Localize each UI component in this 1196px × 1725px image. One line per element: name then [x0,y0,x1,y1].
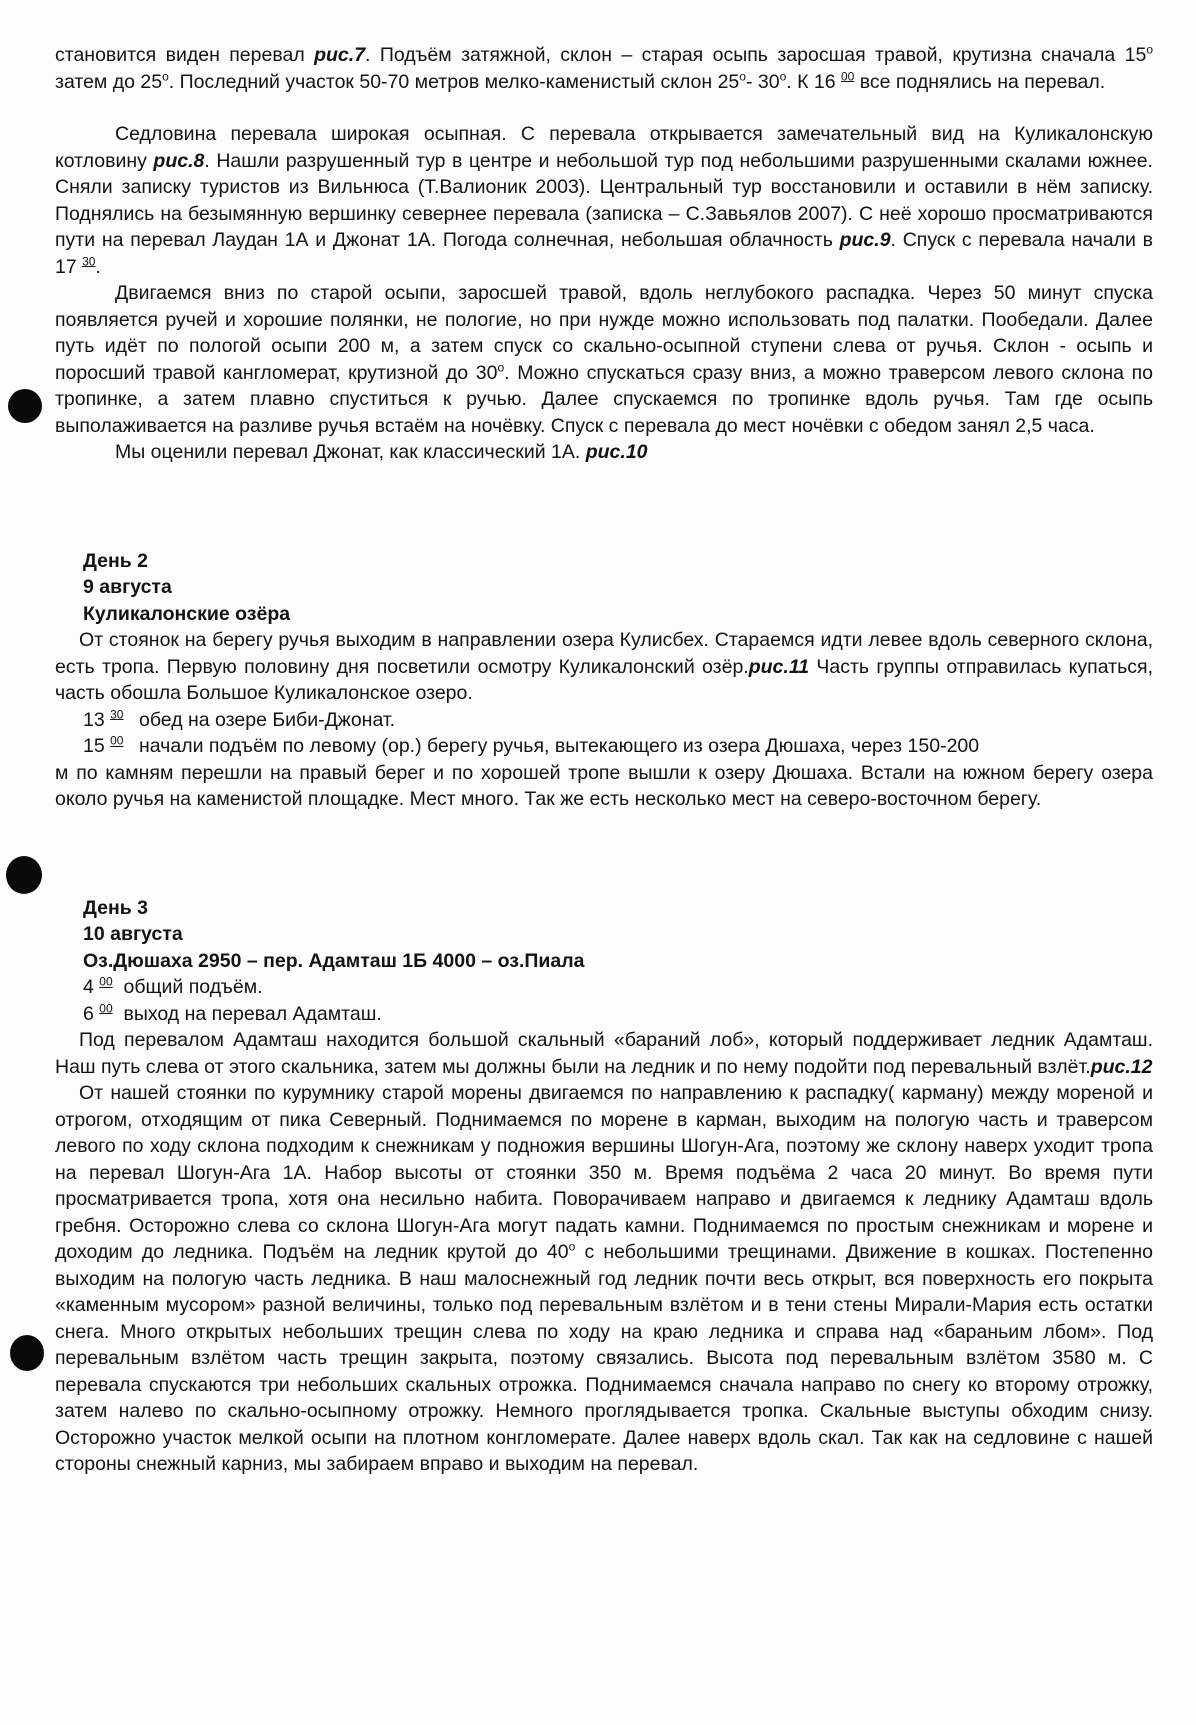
punch-hole-mark-top [8,389,42,423]
day2-date: 9 августа [83,576,172,598]
day3-subtitle: Оз.Дюшаха 2950 – пер. Адамташ 1Б 4000 – оз.Пиала [83,949,585,972]
day3-title: День 3 [83,896,149,919]
day3-schedule-2: 6 $^{00}$ выход на перевал Адамташ. [83,1001,382,1025]
day2-subtitle: Куликалонские озёра [83,602,291,625]
day3-date: 10 августа [83,923,183,945]
intro-paragraph-2: Седловина перевала широкая осыпная. С перевала открывается замечательный вид на Куликалонскую котловину рис.8. Нашли разрушенный тур в центре и небольшой тур под небольшими разрушенными скалами южнее. Сняли записку туристов из Вильнюса (Т.Валионик 2003). Центральный тур восстановили и оставили в нём записку. Поднялись на безымянную вершинку севернее перевала (записка – С.Завьялов 2007). С неё хорошо просматриваются пути на перевал Лаудан 1А и Джонат 1А. Погода солнечная, небольшая облачность рис.9. Спуск с перевала начали в 17 $^{30}$. [55,123,1153,278]
figure-ref: рис.11 [748,655,810,678]
intro-paragraph-3: Двигаемся вниз по старой осыпи, заросшей травой, вдоль неглубокого распадка. Через 50 минут спуска появляется ручей и хорошие полянки, не пологие, но при нужде можно использовать под палатки. Пообедали. Далее путь идёт по пологой осыпи 200 м, а затем спуск со скально-осыпной ступени слева от ручья. Склон - осыпь и поросший травой кангломерат, крутизной до $30^о$. Можно спускаться сразу вниз, а можно траверсом левого склона по тропинке, а затем плавно спуститься к ручью. Далее спускаемся по тропинке вдоль ручья. Там где осыпь выполаживается на разливе ручья встаём на ночёвку. Спуск с перевала до мест ночёвки с обедом занял 2,5 часа. [55,282,1154,437]
intro-paragraph-1: становится виден перевал рис.7. Подъём затяжной, склон – старая осыпь заросшая травой, крутизна сначала $15^о$ затем до $25^о$. Последний участок 50-70 метров мелко-каменистый склон $25^о-$ $30^о$. К 16 $^{00}$ все поднялись на перевал. [55,42,1153,93]
day2-schedule-2: 15 $^{00}$ начали подъём по левому (ор.) берегу ручья, вытекающего из озера Дюшаха, через 150-200 [83,733,980,757]
figure-ref: рис.9 [839,229,891,251]
punch-hole-mark-middle [6,856,42,894]
day3-paragraph-1: Под перевалом Адамташ находится большой скальный «бараний лоб», который поддерживает ледник Адамташ. Наш путь слева от этого скальника, затем мы должны были на ледник и по нему подойти под перевальный взлёт.рис.12 [55,1029,1153,1078]
day3-paragraph-2: От нашей стоянки по курумнику старой морены двигаемся по направлению к распадку( карману) между мореной и отрогом, отходящим от пика Северный. Поднимаемся по морене в карман, выходим на пологую часть и траверсом левого по ходу склона подходим к снежникам у подножия вершины Шогун-Ага, поэтому же склону наверх уходит тропа на перевал Шогун-Ага 1А. Набор высоты от стоянки 350 м. Время подъёма 2 часа 20 минут. Во время пути просматривается тропа, хотя она несильно набита. Поворачиваем направо и двигаемся к леднику Адамташ вдоль гребня. Осторожно слева со склона Шогун-Ага могут падать камни. Поднимаемся по простым снежникам и морене и доходим до ледника. Подъём на ледник крутой до $40^о$ с небольшими трещинами. Движение в кошках. Постепенно выходим на пологую часть ледника. В наш малоснежный год ледник почти весь открыт, вся поверхность его покрыта «каменным мусором» разной величины, только под перевальным взлётом и в тени стены Мирали-Мария есть остатки снега. Много открытых небольших трещин слева по ходу на краю ледника и справа над «бараньим лбом». Под перевальным взлётом часть трещин закрыта, поэтому связались. Высота под перевальным взлётом 3580 м. С перевала спускаются три небольших скальных отрожка. Поднимаемся сначала направо по снегу ко второму отрожку, затем налево по скально-осыпному отрожку. Немного проглядывается тропка. Скальные выступы обходим снизу. Осторожно участок мелкой осыпи на плотном конгломерате. Далее наверх вдоль скал. Так как на седловине с нашей стороны снежный карниз, мы забираем вправо и выходим на перевал. [55,1082,1153,1475]
figure-ref: рис.12 [1090,1055,1153,1078]
day3-schedule-1: 4 $^{00}$ общий подъём. [83,974,263,998]
figure-ref: рис.10 [585,441,648,463]
figure-ref: рис.7 [314,44,366,66]
day2-schedule-1: 13 $^{30}$ обед на озере Биби-Джонат. [83,707,396,731]
figure-ref: рис.8 [153,149,205,172]
punch-hole-mark-bottom [10,1335,44,1371]
day2-paragraph-2: м по камням перешли на правый берег и по хорошей тропе вышли к озеру Дюшаха. Встали на южном берегу озера около ручья на каменистой площадке. Мест много. Так же есть несколько мест на северо-восточном берегу. [55,761,1153,810]
document-page [55,42,1153,1478]
day2-paragraph-1: От стоянок на берегу ручья выходим в направлении озера Кулисбех. Стараемся идти левее вдоль северного склона, есть тропа. Первую половину дня посветили осмотру Куликалонский озёр.рис.11 Часть группы отправилась купаться, часть обошла Большое Куликалонское озеро. [55,629,1153,704]
intro-paragraph-4: Мы оценили перевал Джонат, как классический 1А. рис.10 [115,441,648,463]
day2-title: День 2 [83,549,149,572]
